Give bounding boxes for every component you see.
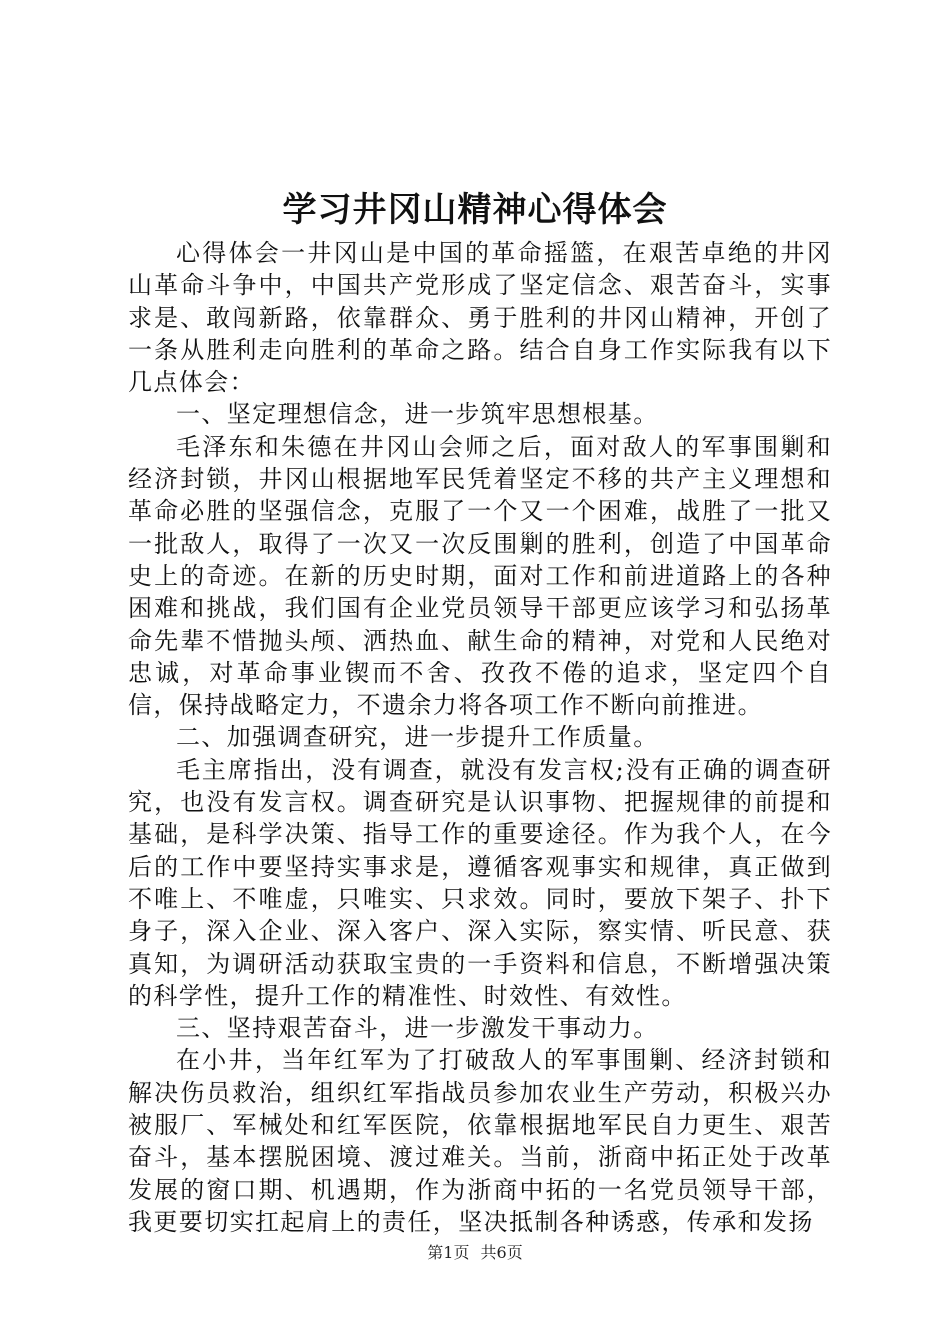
section-heading-3: 三、坚持艰苦奋斗，进一步激发干事动力。 [176, 1014, 659, 1043]
page-total: 共6页 [480, 1243, 523, 1262]
document-body [128, 237, 832, 1238]
section-paragraph-1: 毛泽东和朱德在井冈山会师之后，面对敌人的军事围剿和经济封锁，井冈山根据地军民凭着坚定不移的共产主义理想和革命必胜的坚强信念，克服了一个又一个困难，战胜了一批又一批敌人，取得了一次又一次反围剿的胜利，创造了中国革命史上的奇迹。在新的历史时期，面对工作和前进道路上的各种困难和挑战，我们国有企业党员领导干部更应该学习和弘扬革命先辈不惜抛头颅、洒热血、献生命的精神，对党和人民绝对忠诚，对革命事业锲而不舍、孜孜不倦的追求，坚定四个自信，保持战略定力，不遗余力将各项工作不断向前推进。 [128, 432, 832, 720]
document-title: 学习井冈山精神心得体会 [282, 190, 668, 230]
section-paragraph-2: 毛主席指出，没有调查，就没有发言权;没有正确的调查研究，也没有发言权。调查研究是认识事物、把握规律的前提和基础，是科学决策、指导工作的重要途径。作为我个人，在今后的工作中要坚持实事求是，遵循客观事实和规律，真正做到不唯上、不唯虚，只唯实、只求效。同时，要放下架子、扑下身子，深入企业、深入客户、深入实际，察实情、听民意、获真知，为调研活动获取宝贵的一手资料和信息，不断增强决策的科学性，提升工作的精准性、时效性、有效性。 [128, 755, 832, 1010]
page-number: 第1页 [427, 1243, 470, 1262]
page-footer [0, 1242, 950, 1264]
section-heading-1: 一、坚定理想信念，进一步筑牢思想根基。 [176, 400, 659, 429]
section-heading-2: 二、加强调查研究，进一步提升工作质量。 [176, 723, 659, 752]
intro-paragraph: 心得体会一井冈山是中国的革命摇篮，在艰苦卓绝的井冈山革命斗争中，中国共产党形成了坚定信念、艰苦奋斗，实事求是、敢闯新路，依靠群众、勇于胜利的井冈山精神，开创了一条从胜利走向胜利的革命之路。结合自身工作实际我有以下几点体会： [128, 239, 832, 397]
section-paragraph-3: 在小井，当年红军为了打破敌人的军事围剿、经济封锁和解决伤员救治，组织红军指战员参加农业生产劳动，积极兴办被服厂、军械处和红军医院，依靠根据地军民自力更生、艰苦奋斗，基本摆脱困境、渡过难关。当前，浙商中拓正处于改革发展的窗口期、机遇期，作为浙商中拓的一名党员领导干部，我更要切实扛起肩上的责任，坚决抵制各种诱惑，传承和发扬 [128, 1046, 832, 1236]
